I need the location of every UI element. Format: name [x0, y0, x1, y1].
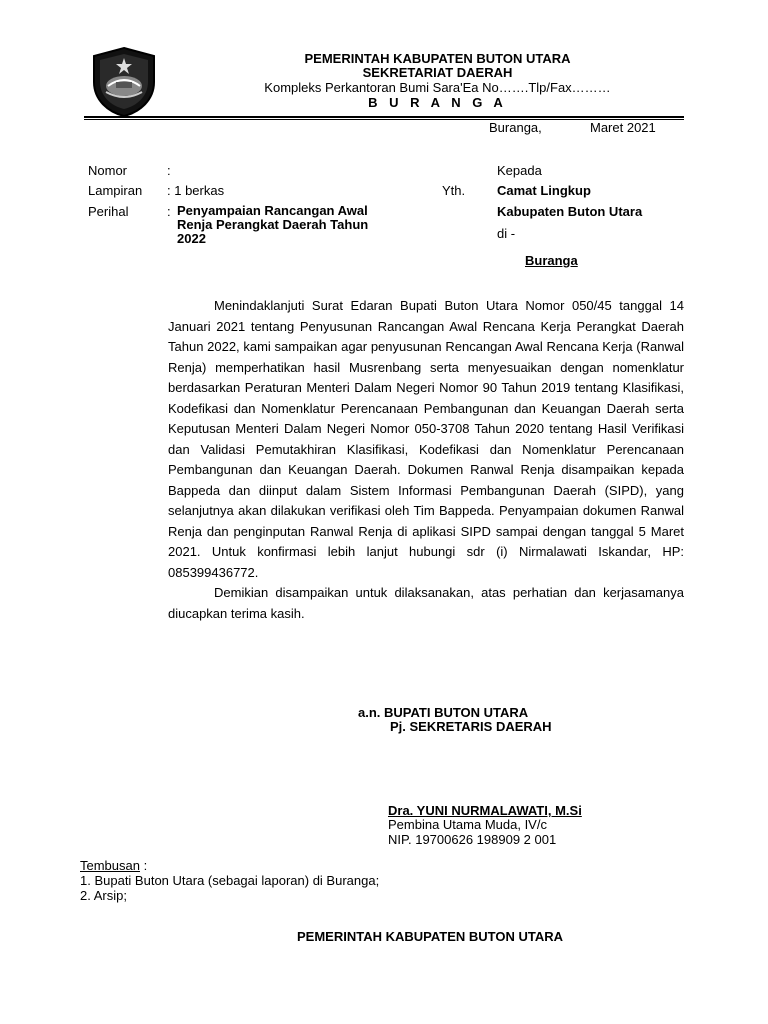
letterhead-rule-thick	[84, 116, 684, 118]
recipient-line-2: Kabupaten Buton Utara	[497, 204, 643, 219]
body-paragraph-2: Demikian disampaikan untuk dilaksanakan, atas perhatian dan kerjasamanya diucapkan terima kasih.	[168, 585, 684, 621]
perihal-label: Perihal	[88, 204, 129, 219]
recipient-di: di -	[497, 226, 516, 241]
regency-emblem-icon	[90, 46, 158, 118]
date: Maret 2021	[590, 120, 656, 135]
next-page-header: PEMERINTAH KABUPATEN BUTON UTARA	[296, 929, 563, 944]
tembusan-item-1: 1. Bupati Buton Utara (sebagai laporan) di Buranga;	[80, 873, 380, 888]
body-paragraph-1: Menindaklanjuti Surat Edaran Bupati Buton Utara Nomor 050/45 tanggal 14 Januari 2021 tentang Penyusunan Rancangan Awal Rencana Kerja Perangkat Daerah Tahun 2022, kami sampaikan agar penyusunan Rencangan Awal Rencana Kerja (Ranwal Renja) memperhatikan hasil Musrenbang serta menyesuaikan dengan nomenklatur berdasarkan Peraturan Menteri Dalam Negeri Nomor 90 Tahun 2019 tentang Klasifikasi, Kodefikasi dan Nomenklatur Perencanaan Pembangunan dan Keuangan Daerah serta Keputusan Menteri Dalam Negeri Nomor 050-3708 Tahun 2020 tentang Hasil Verifikasi dan Validasi Pemutakhiran Klasifikasi, Kodefikasi dan Nomenklatur Perencanaan Pembangunan dan Keuangan Daerah. Dokumen Ranwal Renja disampaikan kepada Bappeda dan diinput dalam Sistem Informasi Pembangunan Daerah (SIPD), yang selanjutnya akan dilakukan verifikasi oleh Tim Bappeda. Penyampaian dokumen Ranwal Renja dan penginputan Ranwal Renja di aplikasi SIPD sampai dengan tanggal 5 Maret 2021. Untuk konfirmasi lebih lanjut hubungi sdr (i) Nirmalawati Iskandar, HP: 085399436772.	[168, 298, 684, 580]
place: Buranga,	[489, 120, 542, 135]
tembusan-item-2: 2. Arsip;	[80, 888, 127, 903]
letterhead-secretariat: SEKRETARIAT DAERAH	[362, 65, 513, 80]
recipient-yth: Yth.	[442, 183, 466, 198]
nomor-colon: :	[167, 163, 171, 178]
tembusan-heading	[80, 858, 147, 874]
tembusan-colon: :	[139, 858, 148, 873]
recipient-kepada: Kepada	[497, 163, 542, 178]
letterhead-city: B U R A N G A	[368, 95, 507, 110]
perihal-line-1: Penyampaian Rancangan Awal	[177, 203, 368, 218]
letterhead-government: PEMERINTAH KABUPATEN BUTON UTARA	[304, 51, 571, 66]
lampiran-label: Lampiran	[88, 183, 143, 198]
signature-title: Pj. SEKRETARIS DAERAH	[390, 719, 552, 734]
tembusan-label: Tembusan	[80, 858, 140, 873]
signature-name: Dra. YUNI NURMALAWATI, M.Si	[388, 803, 582, 818]
perihal-colon: :	[167, 204, 171, 219]
perihal-line-2: Renja Perangkat Daerah Tahun	[177, 217, 369, 232]
recipient-line-1: Camat Lingkup	[497, 183, 591, 198]
perihal-line-3: 2022	[177, 231, 206, 246]
letterhead-address: Kompleks Perkantoran Bumi Sara'Ea No…….Tlp/Fax………	[264, 80, 611, 95]
lampiran-value: : 1 berkas	[167, 183, 225, 198]
letter-body	[168, 296, 684, 624]
signature-rank: Pembina Utama Muda, IV/c	[388, 817, 547, 832]
signature-nip: NIP. 19700626 198909 2 001	[388, 832, 557, 847]
nomor-label: Nomor	[88, 163, 128, 178]
signature-on-behalf: a.n. BUPATI BUTON UTARA	[358, 705, 529, 720]
recipient-city: Buranga	[525, 253, 578, 268]
